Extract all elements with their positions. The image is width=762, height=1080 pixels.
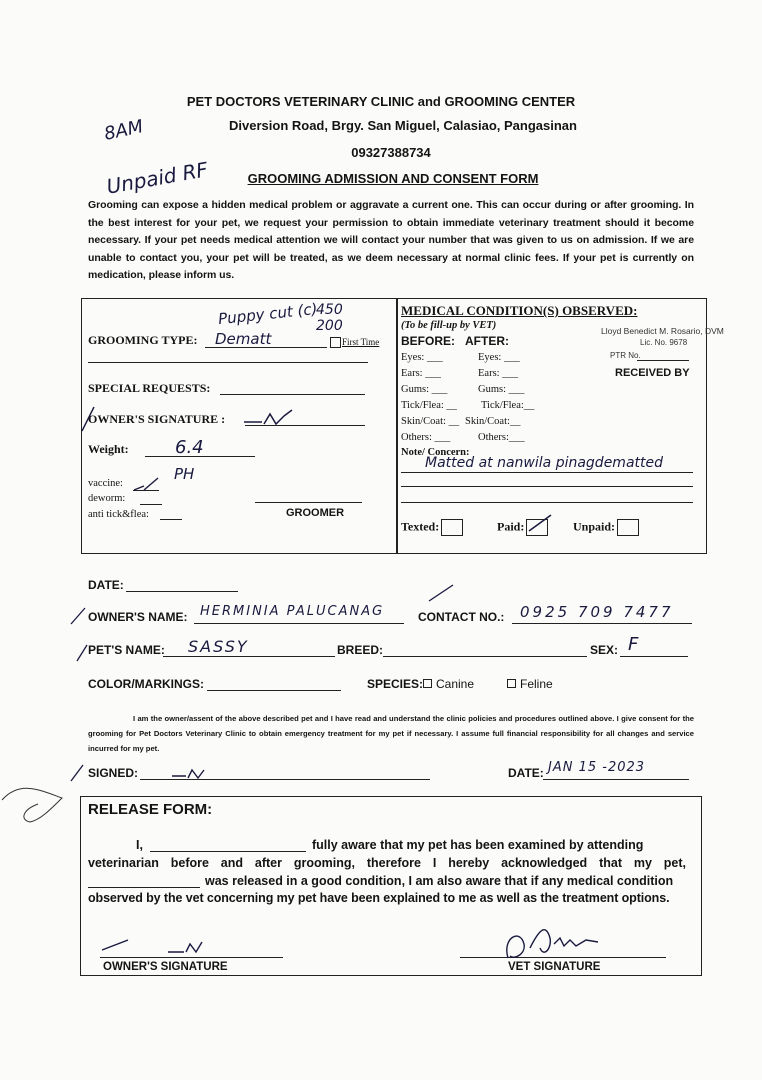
date-line[interactable] [126, 591, 238, 592]
release-line-3-end: was released in a good condition, I am also aware that if any medical condition [205, 874, 674, 888]
release-vet-sig-label: VET SIGNATURE [508, 961, 601, 973]
ptr-line [637, 360, 689, 361]
deworm-label: deworm: [88, 493, 126, 504]
owner-name-label: OWNER'S NAME: [88, 610, 188, 624]
feline-option[interactable] [507, 677, 553, 691]
sex-label: SEX: [590, 643, 619, 657]
color-markings-label: COLOR/MARKINGS: [88, 677, 204, 691]
canine-checkbox[interactable] [423, 679, 432, 688]
clinic-name: PET DOCTORS VETERINARY CLINIC and GROOMING CENTER [186, 94, 576, 109]
signed-label: SIGNED: [88, 766, 139, 780]
grooming-note: Puppy cut (c) [217, 299, 319, 329]
antitick-line[interactable] [160, 519, 182, 520]
grooming-type-label: GROOMING TYPE: [88, 333, 198, 347]
after-item: Gums: ___ [478, 384, 525, 395]
release-line-1-start: I, [136, 838, 143, 852]
pet-name-label: PET'S NAME: [88, 643, 165, 657]
after-item: Skin/Coat:__ [465, 416, 521, 427]
special-requests-label: SPECIAL REQUESTS: [88, 381, 211, 395]
sex-line[interactable] [620, 656, 688, 657]
clinic-address: Diversion Road, Brgy. San Miguel, Calasiao, Pangasinan [229, 118, 577, 133]
clinic-phone: 09327388734 [351, 145, 431, 160]
release-line-4: observed by the vet concerning my pet have been explained to me as well as the treatment options. [88, 891, 670, 905]
after-item: Eyes: ___ [478, 352, 520, 363]
breed-label: BREED: [337, 643, 384, 657]
margin-note-unpaid: Unpaid RF [104, 157, 210, 199]
before-label: BEFORE: [401, 334, 455, 348]
grooming-type-value: Dematt [215, 330, 272, 348]
vet-stamp-lic: Lic. No. 9678 [640, 338, 688, 347]
unpaid-label: Unpaid: [573, 519, 616, 534]
canine-label: Canine [436, 677, 475, 691]
vaccine-check-mark [132, 476, 162, 496]
release-form-title: RELEASE FORM: [88, 801, 213, 818]
release-name-line[interactable] [150, 851, 306, 852]
species-label: SPECIES: [367, 677, 424, 691]
box-divider [396, 299, 398, 553]
feline-checkbox[interactable] [507, 679, 516, 688]
after-item: Ears: ___ [478, 368, 518, 379]
grooming-type-line-2 [88, 362, 368, 363]
unpaid-checkbox[interactable] [617, 519, 639, 536]
date2-line[interactable] [543, 779, 689, 780]
note-line-2[interactable] [401, 486, 693, 487]
note-line-1[interactable] [401, 472, 693, 473]
before-item: Gums: ___ [401, 384, 448, 395]
texted-label: Texted: [401, 519, 440, 534]
vet-stamp-ptr: PTR No. [610, 351, 641, 360]
consent-paragraph: I am the owner/assent of the above described pet and I have read and understand the clinic policies and procedures outlined above. I give consent for the grooming for Pet Doctors Veterinary Clinic to obtain emergency treatment for my pet if necessary. I assume full financial responsibility for all changes and service incurred for my pet. [88, 714, 694, 753]
grooming-price-2: 200 [316, 318, 343, 334]
release-line-1-end: fully aware that my pet has been examined by attending [312, 838, 644, 852]
date2-label: DATE: [508, 766, 544, 780]
after-item: Tick/Flea:__ [481, 400, 535, 411]
intro-paragraph: Grooming can expose a hidden medical problem or aggravate a current one. This can occur during or after grooming. In the best interest for your pet, we request your permission to obtain immediate veterinary treatment should it become necessary. If your pet needs medical attention we will contact your number that was given to us on admission. If we are unable to contact you, your pet will be treated, as we deem necessary at normal clinic fees. If your pet is currently on medication, please inform us. [88, 199, 694, 281]
antitick-label: anti tick&flea: [88, 509, 149, 520]
margin-note-time: 8AM [102, 116, 146, 145]
first-time-checkbox[interactable] [330, 337, 341, 348]
vaccine-label: vaccine: [88, 478, 123, 489]
release-owner-signature [98, 930, 218, 960]
weight-value: 6.4 [175, 437, 204, 458]
groomer-label: GROOMER [286, 507, 345, 519]
before-item: Eyes: ___ [401, 352, 443, 363]
unpaid-field[interactable] [573, 519, 639, 536]
margin-scribble [0, 780, 70, 830]
contact-value: 0925 709 7477 [520, 603, 674, 621]
check-mark-signed [69, 763, 89, 783]
color-markings-line[interactable] [207, 690, 341, 691]
canine-option[interactable] [423, 677, 474, 691]
medical-title: MEDICAL CONDITION(S) OBSERVED: [401, 303, 638, 318]
vet-stamp-name: Lloyd Benedict M. Rosario, DVM [601, 326, 724, 336]
owner-initials-signature [240, 406, 300, 431]
before-item: Tick/Flea: __ [401, 400, 457, 411]
note-concern-value: Matted at nanwila pinagdematted [425, 455, 663, 471]
before-item: Skin/Coat: __ [401, 416, 460, 427]
release-pet-line[interactable] [88, 887, 200, 888]
received-by-label: RECEIVED BY [615, 367, 690, 379]
medical-subtitle: (To be fill-up by VET) [401, 320, 497, 331]
grooming-price-1: 450 [316, 302, 343, 318]
breed-line[interactable] [383, 656, 587, 657]
signed-signature [170, 764, 210, 784]
owner-signature-label: OWNER'S SIGNATURE : [88, 412, 226, 426]
check-mark-contact [427, 583, 457, 603]
paid-check-mark [527, 513, 553, 535]
date2-value: JAN 15 -2023 [548, 760, 646, 775]
first-time-label: First Time [342, 337, 380, 347]
after-item: Others:___ [478, 432, 525, 443]
texted-field[interactable] [401, 519, 463, 536]
note-line-3[interactable] [401, 502, 693, 503]
groomer-line[interactable] [255, 502, 362, 503]
check-mark-owner-name [69, 606, 89, 626]
release-owner-sig-label: OWNER'S SIGNATURE [103, 961, 228, 973]
form-title: GROOMING ADMISSION AND CONSENT FORM [247, 171, 539, 186]
weight-label: Weight: [88, 442, 129, 456]
texted-checkbox[interactable] [441, 519, 463, 536]
owner-name-line[interactable] [194, 623, 404, 624]
before-item: Ears: ___ [401, 368, 441, 379]
note-concern-label: Note/ Concern: [401, 447, 470, 458]
after-label: AFTER: [465, 334, 509, 348]
check-mark-owner-sig [78, 405, 98, 435]
paid-label: Paid: [497, 519, 525, 534]
special-requests-line[interactable] [220, 394, 365, 395]
contact-line[interactable] [512, 623, 692, 624]
owner-name-value: HERMINIA PALUCANAG [200, 604, 385, 619]
sex-value: F [628, 634, 639, 655]
vaccine-note: PH [174, 465, 195, 483]
contact-label: CONTACT NO.: [418, 610, 505, 624]
deworm-line[interactable] [140, 504, 162, 505]
before-item: Others: ___ [401, 432, 451, 443]
date-label: DATE: [88, 578, 124, 592]
release-line-2: veterinarian before and after grooming, therefore I hereby acknowledged that my pet, [88, 856, 686, 870]
feline-label: Feline [520, 677, 553, 691]
pet-name-line[interactable] [163, 656, 335, 657]
pet-name-value: SASSY [188, 637, 249, 656]
